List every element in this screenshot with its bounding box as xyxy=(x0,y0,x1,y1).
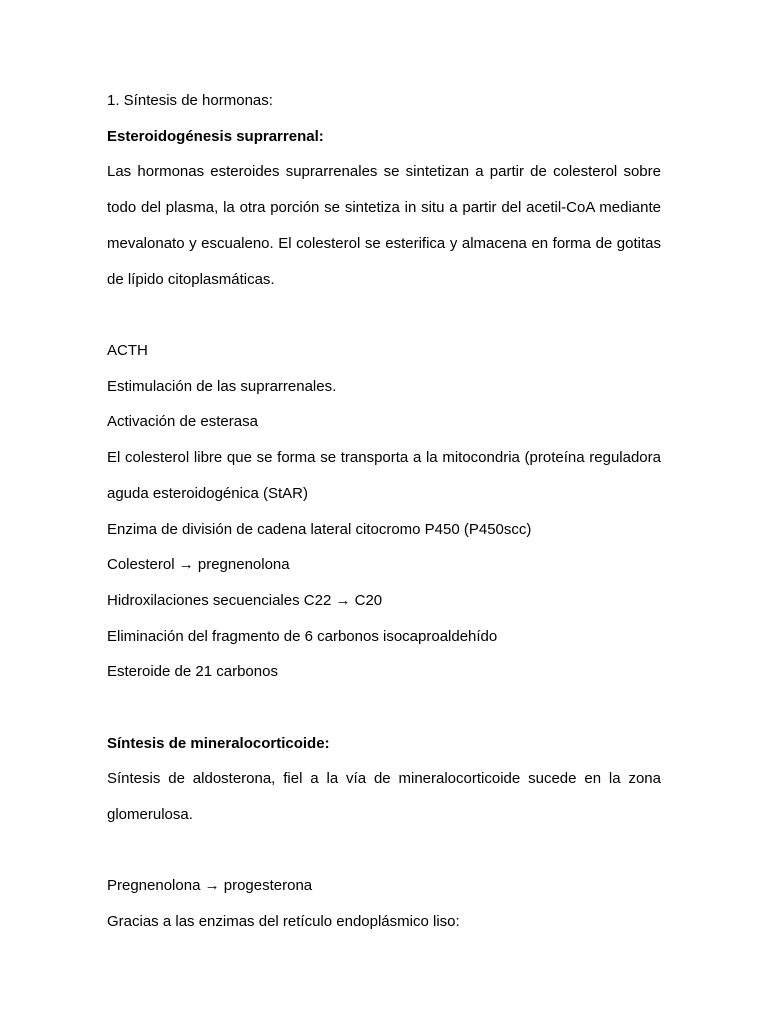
paragraph-line: Síntesis de aldosterona, fiel a la vía de mineralocorticoide sucede en la zona xyxy=(107,770,661,787)
list-item: aguda esteroidogénica (StAR) xyxy=(107,485,308,502)
list-item: Pregnenolona → progesterona xyxy=(107,877,313,894)
paragraph-line: todo del plasma, la otra porción se sintetiza in situ a partir del acetil-CoA mediante xyxy=(107,199,661,216)
paragraph-line: de lípido citoplasmáticas. xyxy=(107,271,275,288)
list-item: Colesterol → pregnenolona xyxy=(107,556,290,573)
paragraph-line: mevalonato y escualeno. El colesterol se esterifica y almacena en forma de gotitas xyxy=(107,235,661,252)
list-item: El colesterol libre que se forma se transporta a la mitocondria (proteína reguladora xyxy=(107,449,661,466)
subheading-esteroidogenesis: Esteroidogénesis suprarrenal: xyxy=(107,128,324,145)
list-item: Esteroide de 21 carbonos xyxy=(107,663,278,680)
list-item: Estimulación de las suprarrenales. xyxy=(107,378,337,395)
list-item: Hidroxilaciones secuenciales C22 → C20 xyxy=(107,592,383,609)
list-item: Activación de esterasa xyxy=(107,413,258,430)
list-item: Enzima de división de cadena lateral citocromo P450 (P450scc) xyxy=(107,521,532,538)
document-page xyxy=(107,0,661,1024)
subheading-mineralocorticoide: Síntesis de mineralocorticoide: xyxy=(107,735,330,752)
list-item: Eliminación del fragmento de 6 carbonos isocaproaldehído xyxy=(107,628,498,645)
list-item: ACTH xyxy=(107,342,148,359)
list-item: Gracias a las enzimas del retículo endoplásmico liso: xyxy=(107,913,460,930)
section-heading: 1. Síntesis de hormonas: xyxy=(107,92,273,109)
paragraph-line: glomerulosa. xyxy=(107,806,193,823)
paragraph-line: Las hormonas esteroides suprarrenales se sintetizan a partir de colesterol sobre xyxy=(107,163,661,180)
